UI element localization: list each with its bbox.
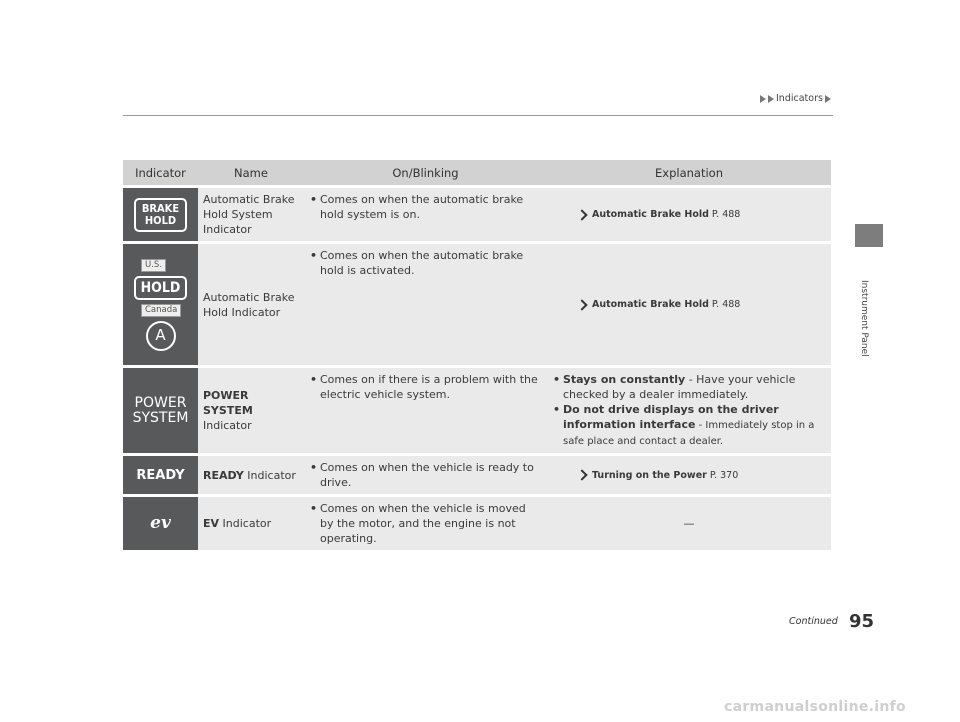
watermark: carmanualsonline.info [724, 699, 906, 715]
reference-title: Turning on the Power [592, 469, 707, 481]
indicator-icon-cell [123, 244, 198, 365]
reference-title: Automatic Brake Hold [592, 209, 709, 220]
on-blinking-text: Comes on when the automatic brake hold is activated. [320, 249, 524, 277]
table-row [123, 497, 831, 550]
reference-page: P. 488 [711, 209, 741, 220]
indicator-name-rest: Indicator [243, 468, 296, 482]
reference-page: P. 488 [711, 299, 741, 310]
page-number: 95 [849, 611, 875, 632]
page-reference [553, 207, 825, 222]
bullet-icon: • [310, 461, 318, 474]
triangle-icon [768, 95, 774, 103]
indicator-name-bold: POWER SYSTEM [203, 389, 253, 417]
indicator-name-bold: READY [203, 468, 244, 482]
auto-hold-circle-icon: A [146, 321, 176, 351]
continued-label: Continued [789, 616, 838, 627]
section-label: Instrument Panel [859, 280, 869, 357]
indicator-table [123, 157, 831, 553]
reference-arrow-icon [576, 299, 587, 310]
breadcrumb-label: Indicators [776, 93, 823, 104]
icon-text: SYSTEM [132, 409, 189, 426]
indicator-name-rest: Indicator [203, 419, 252, 432]
explanation-cell [547, 368, 831, 453]
explanation-cell [547, 188, 831, 241]
reference-arrow-icon [576, 209, 587, 220]
indicator-name-bold: EV [203, 517, 220, 530]
indicator-icon-cell [123, 368, 198, 453]
header-rule [123, 115, 833, 116]
bullet-icon: • [310, 373, 318, 386]
ready-icon: READY [136, 467, 185, 483]
indicator-name: Automatic Brake Hold Indicator [198, 244, 304, 365]
icon-text: HOLD [144, 213, 177, 227]
on-blinking-cell [304, 244, 547, 365]
explanation-text: - Have your vehicle checked by a dealer immediately. [563, 373, 796, 401]
col-header-on-blinking: On/Blinking [304, 160, 547, 185]
ev-icon: ev [150, 512, 171, 533]
power-system-icon [133, 396, 189, 426]
on-blinking-text: Comes on when the vehicle is ready to drive. [320, 461, 534, 489]
on-blinking-cell [304, 368, 547, 453]
indicator-name [198, 497, 304, 550]
on-blinking-cell [304, 188, 547, 241]
reference-page: P. 370 [709, 469, 739, 481]
on-blinking-text: Comes on when the automatic brake hold system is on. [320, 193, 524, 221]
indicator-name [198, 368, 304, 453]
bullet-icon: • [310, 193, 318, 206]
table-row [123, 368, 831, 453]
explanation-cell [547, 244, 831, 365]
icon-text: BRAKE [141, 201, 180, 215]
explanation-cell [547, 456, 831, 494]
table-row [123, 456, 831, 494]
col-header-indicator: Indicator [123, 160, 198, 185]
brake-hold-icon [134, 198, 187, 232]
bullet-icon: • [553, 373, 561, 386]
bullet-icon: • [310, 249, 318, 262]
triangle-icon [825, 95, 831, 103]
triangle-icon [760, 95, 766, 103]
col-header-explanation: Explanation [547, 160, 831, 185]
reference-arrow-icon [576, 469, 587, 480]
explanation-text: - Immediately stop in a safe place and contact a dealer. [563, 420, 815, 447]
explanation-bold: Stays on constantly [563, 373, 686, 386]
indicator-name-rest: Indicator [219, 517, 272, 530]
bullet-icon: • [310, 502, 318, 515]
bullet-icon: • [553, 403, 561, 416]
icon-text: POWER [134, 394, 187, 411]
on-blinking-text: Comes on if there is a problem with the electric vehicle system. [320, 373, 538, 401]
indicator-name: Automatic Brake Hold System Indicator [198, 188, 304, 241]
table-row [123, 244, 831, 365]
indicator-name [198, 456, 304, 494]
reference-title: Automatic Brake Hold [592, 299, 709, 310]
indicator-icon-cell [123, 456, 198, 494]
region-tag-us: U.S. [141, 259, 166, 272]
section-tab [855, 224, 883, 247]
page-reference [553, 468, 825, 483]
region-tag-canada: Canada [141, 304, 181, 317]
hold-icon: HOLD [134, 276, 188, 300]
breadcrumb [760, 93, 831, 104]
page-reference [553, 297, 825, 312]
explanation-cell: — [547, 497, 831, 550]
on-blinking-cell [304, 456, 547, 494]
explanation-bold: Do not drive displays on the driver information interface [563, 403, 779, 431]
col-header-name: Name [198, 160, 304, 185]
indicator-icon-cell [123, 188, 198, 241]
on-blinking-cell [304, 497, 547, 550]
table-row [123, 188, 831, 241]
indicator-icon-cell [123, 497, 198, 550]
on-blinking-text: Comes on when the vehicle is moved by the motor, and the engine is not operating. [320, 502, 526, 545]
